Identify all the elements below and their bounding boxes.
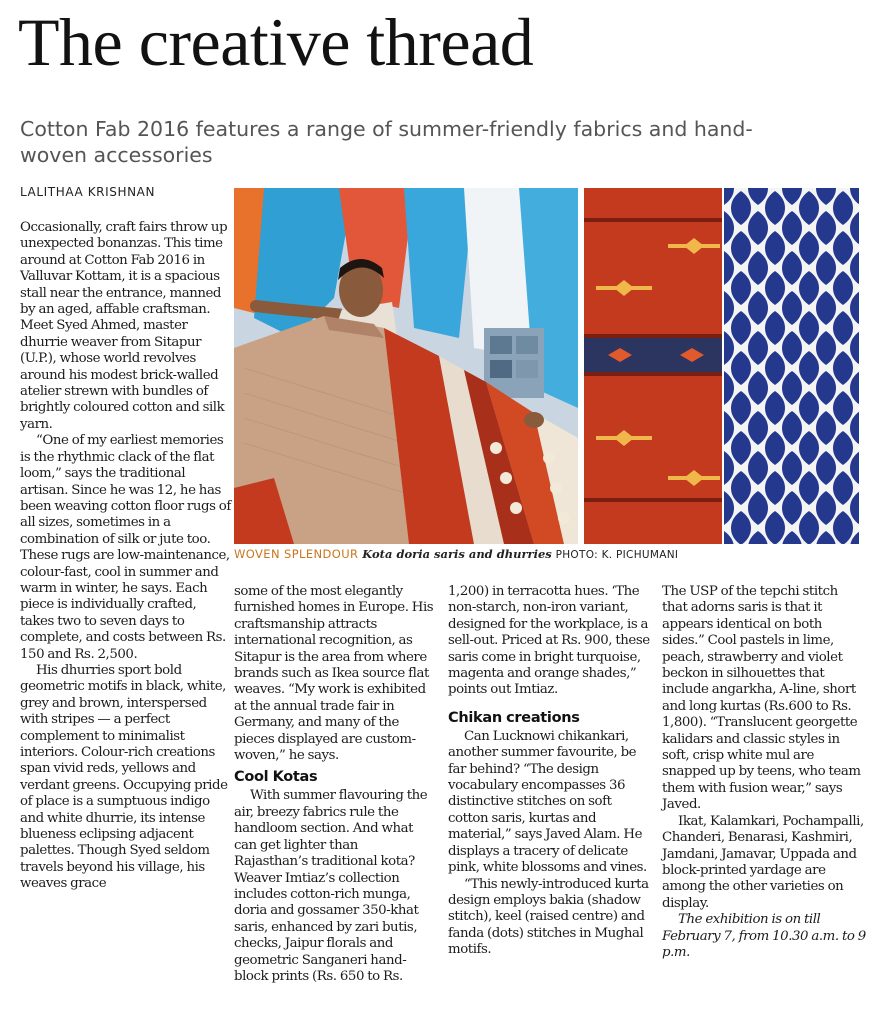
photo-weaver-with-dhurrie bbox=[234, 188, 578, 544]
paragraph: “One of my earliest memories is the rhythmic clack of the flat loom,” says the traditional artisan. Since he was 12, he has been weaving cotton floor rugs of all sizes, sometimes in a combination of silk or jute too. These rugs are low-maintenance, colour-fast, cool in summer and warm in winter, he says. Each piece is individually crafted, takes two to seven days to complete, and costs between Rs. 150 and Rs. 2,500. bbox=[20, 433, 231, 662]
photo-caption bbox=[234, 546, 864, 563]
photo-indigo-dhurrie bbox=[724, 188, 859, 544]
paragraph: 1,200) in terracotta hues. ‘The non-starch, non-iron variant, designed for the workplace, is a sell-out. Priced at Rs. 900, these saris come in bright turquoise, magenta and orange shades,” points out Imtiaz. bbox=[448, 584, 650, 698]
caption-label: WOVEN SPLENDOUR bbox=[234, 547, 359, 561]
column-4 bbox=[662, 584, 866, 961]
paragraph: some of the most elegantly furnished homes in Europe. His craftsmanship attracts international recognition, as Sitapur is the area from where brands such as Ikea source flat weaves. “My work is exhibited at the annual trade fair in Germany, and many of the pieces displayed are custom-woven,” he says. bbox=[234, 584, 434, 764]
photo-credit: PHOTO: K. PICHUMANI bbox=[555, 549, 679, 561]
subheading-cool-kotas: Cool Kotas bbox=[234, 769, 318, 786]
column-3 bbox=[448, 584, 652, 959]
paragraph: Ikat, Kalamkari, Pochampalli, Chanderi, Benarasi, Kashmiri, Jamdani, Jamavar, Uppada and block-printed yardage are among the other varieties on display. bbox=[662, 813, 864, 911]
paragraph: “This newly-introduced kurta design employs bakia (shadow stitch), keel (raised centre) and fanda (dots) stitches in Mughal motifs. bbox=[448, 876, 649, 958]
standfirst: Cotton Fab 2016 features a range of summer-friendly fabrics and hand-woven accessories bbox=[20, 117, 753, 167]
column-1 bbox=[20, 220, 232, 893]
exhibition-dates: The exhibition is on till February 7, from 10.30 a.m. to 9 p.m. bbox=[662, 912, 866, 960]
headline: The creative thread bbox=[18, 4, 534, 80]
paragraph: Occasionally, craft fairs throw up unexpected bonanzas. This time around at Cotton Fab 2016 in Valluvar Kottam, it is a spacious stall near the entrance, manned by an aged, affable craftsman. Meet Syed Ahmed, master dhurrie weaver from Sitapur (U.P.), whose world revolves around his modest brick-walled atelier strewn with bundles of brightly coloured cotton and silk yarn. bbox=[20, 220, 228, 432]
paragraph: The USP of the tepchi stitch that adorns saris is that it appears identical on both sides.” Cool pastels in lime, peach, strawberry and violet beckon in silhouettes that include angarkha, A-line, short and long kurtas (Rs.600 to Rs. 1,800). “Translucent georgette kalidars and classic styles in soft, crisp white mul are snapped up by teens, who team them with fusion wear,” says Javed. bbox=[662, 584, 861, 813]
paragraph: His dhurries sport bold geometric motifs in black, white, grey and brown, interspersed with stripes — a perfect complement to minimalist interiors. Colour-rich creations span vivid reds, yellows and verdant greens. Occupying pride of place is a sumptuous indigo and white dhurrie, its intense blueness eclipsing adjacent palettes. Though Syed seldom travels beyond his village, his weaves grace bbox=[20, 662, 228, 892]
byline: LALITHAA KRISHNAN bbox=[20, 185, 156, 199]
caption-text: Kota doria saris and dhurries bbox=[362, 547, 552, 561]
column-2 bbox=[234, 584, 434, 985]
paragraph: Can Lucknowi chikankari, another summer favourite, be far behind? “The design vocabulary encompasses 36 distinctive stitches on soft cotton saris, kurtas and material,” says Javed Alam. He displays a tracery of delicate pink, white blossoms and vines. bbox=[448, 728, 647, 876]
photo-red-dhurrie bbox=[584, 188, 722, 544]
paragraph: With summer flavouring the air, breezy fabrics rule the handloom section. And what can get lighter than Rajasthan’s traditional kota? Weaver Imtiaz’s collection includes cotton-rich munga, doria and gossamer 350-khat saris, enhanced by zari butis, checks, Jaipur florals and geometric Sanganeri hand-block prints (Rs. 650 to Rs. bbox=[234, 788, 428, 984]
subheading-chikan-creations: Chikan creations bbox=[448, 709, 580, 726]
